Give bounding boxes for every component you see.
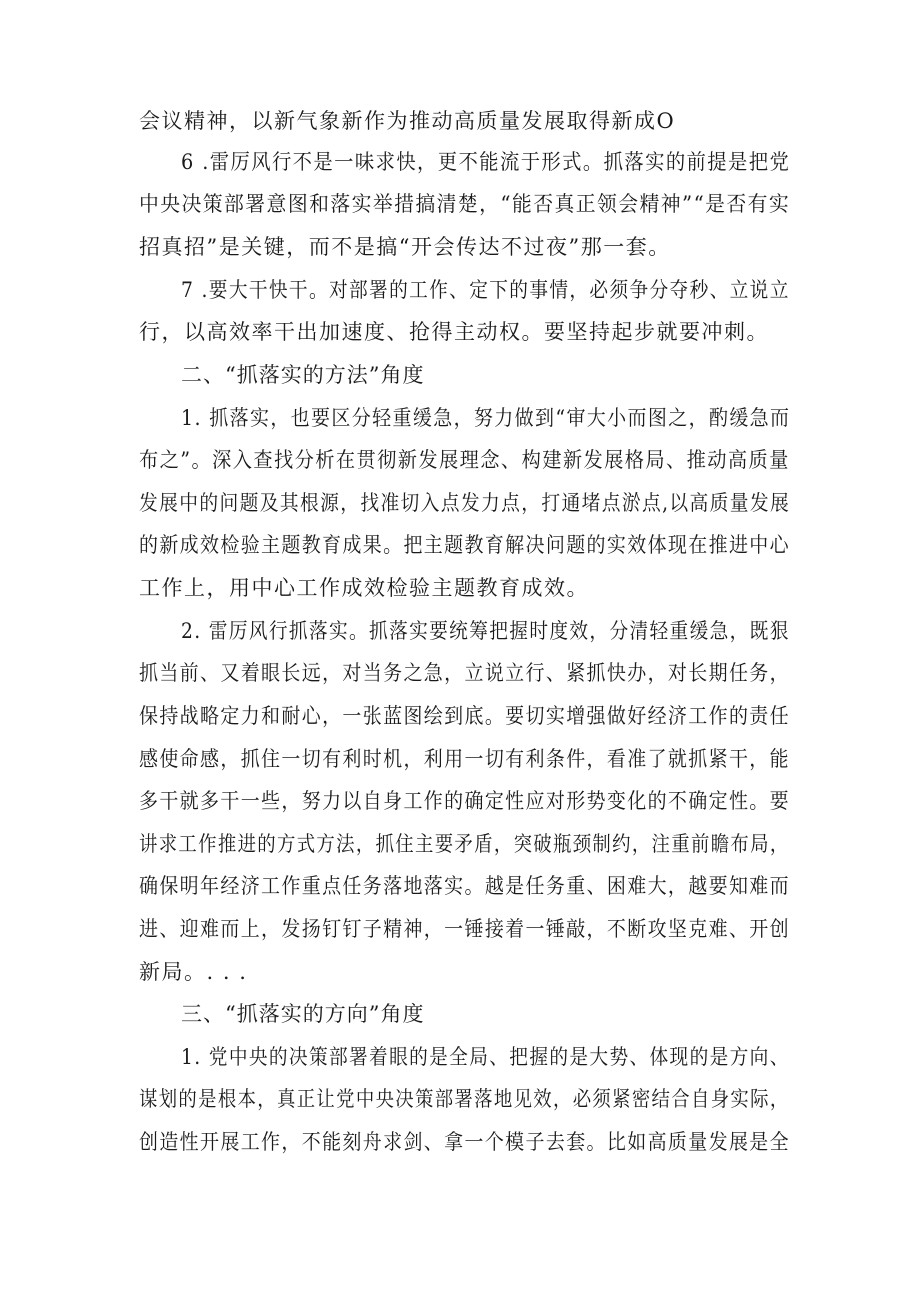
text-line: 7 .要大干快干。对部署的工作、定下的事情，必须争分夺秒、立说立: [181, 278, 790, 302]
text-line: 行，以高效率干出加速度、抢得主动权。要坚持起步就要冲刺。: [139, 320, 769, 344]
text-line: 创造性开展工作，不能刻舟求剑、拿一个模子去套。比如高质量发展是全: [139, 1130, 790, 1154]
section-heading: 三、“抓落实的方向”角度: [181, 1002, 425, 1026]
text-line: 中央决策部署意图和落实举措搞清楚，“能否真正领会精神”“是否有实: [139, 192, 791, 216]
text-line: 新局。. . .: [139, 960, 248, 984]
text-line: 6 .雷厉风行不是一味求快，更不能流于形式。抓落实的前提是把党: [181, 150, 791, 174]
text-line: 进、迎难而上，发扬钉钉子精神，一锤接着一锤敲，不断攻坚克难、开创: [139, 917, 790, 941]
text-line: 2. 雷厉风行抓落实。抓落实要统筹把握时度效，分清轻重缓急，既狠: [181, 619, 790, 643]
text-line: 发展中的问题及其根源，找准切入点发力点，打通堵点淤点,以高质量发展: [139, 491, 791, 515]
text-line: 1. 抓落实，也要区分轻重缓急，努力做到“审大小而图之，酌缓急而: [181, 406, 791, 430]
text-line: 布之”。深入查找分析在贯彻新发展理念、构建新发展格局、推动高质量: [139, 448, 790, 472]
text-line: 会议精神，以新气象新作为推动高质量发展取得新成O: [139, 109, 676, 133]
text-line: 的新成效检验主题教育成果。把主题教育解决问题的实效体现在推进中心: [139, 533, 790, 557]
text-line: 保持战略定力和耐心，一张蓝图绘到底。要切实增强做好经济工作的责任: [139, 704, 790, 728]
text-line: 谋划的是根本，真正让党中央决策部署落地见效，必须紧密结合自身实际，: [139, 1087, 790, 1111]
text-line: 工作上，用中心工作成效检验主题教育成效。: [139, 576, 589, 600]
text-line: 抓当前、又着眼长远，对当务之急，立说立行、紧抓快办，对长期任务，: [139, 661, 790, 685]
text-line: 1. 党中央的决策部署着眼的是全局、把握的是大势、体现的是方向、: [181, 1045, 790, 1069]
text-line: 招真招”是关键，而不是搞“开会传达不过夜”那一套。: [139, 235, 671, 259]
text-line: 多干就多干一些，努力以自身工作的确定性应对形势变化的不确定性。要: [139, 789, 790, 813]
text-line: 讲求工作推进的方式方法，抓住主要矛盾，突破瓶颈制约，注重前瞻布局，: [139, 832, 790, 856]
section-heading: 二、“抓落实的方法”角度: [181, 363, 425, 387]
text-line: 确保明年经济工作重点任务落地落实。越是任务重、困难大，越要知难而: [139, 874, 790, 898]
text-line: 感使命感，抓住一切有利时机，利用一切有利条件，看准了就抓紧干，能: [139, 747, 790, 771]
